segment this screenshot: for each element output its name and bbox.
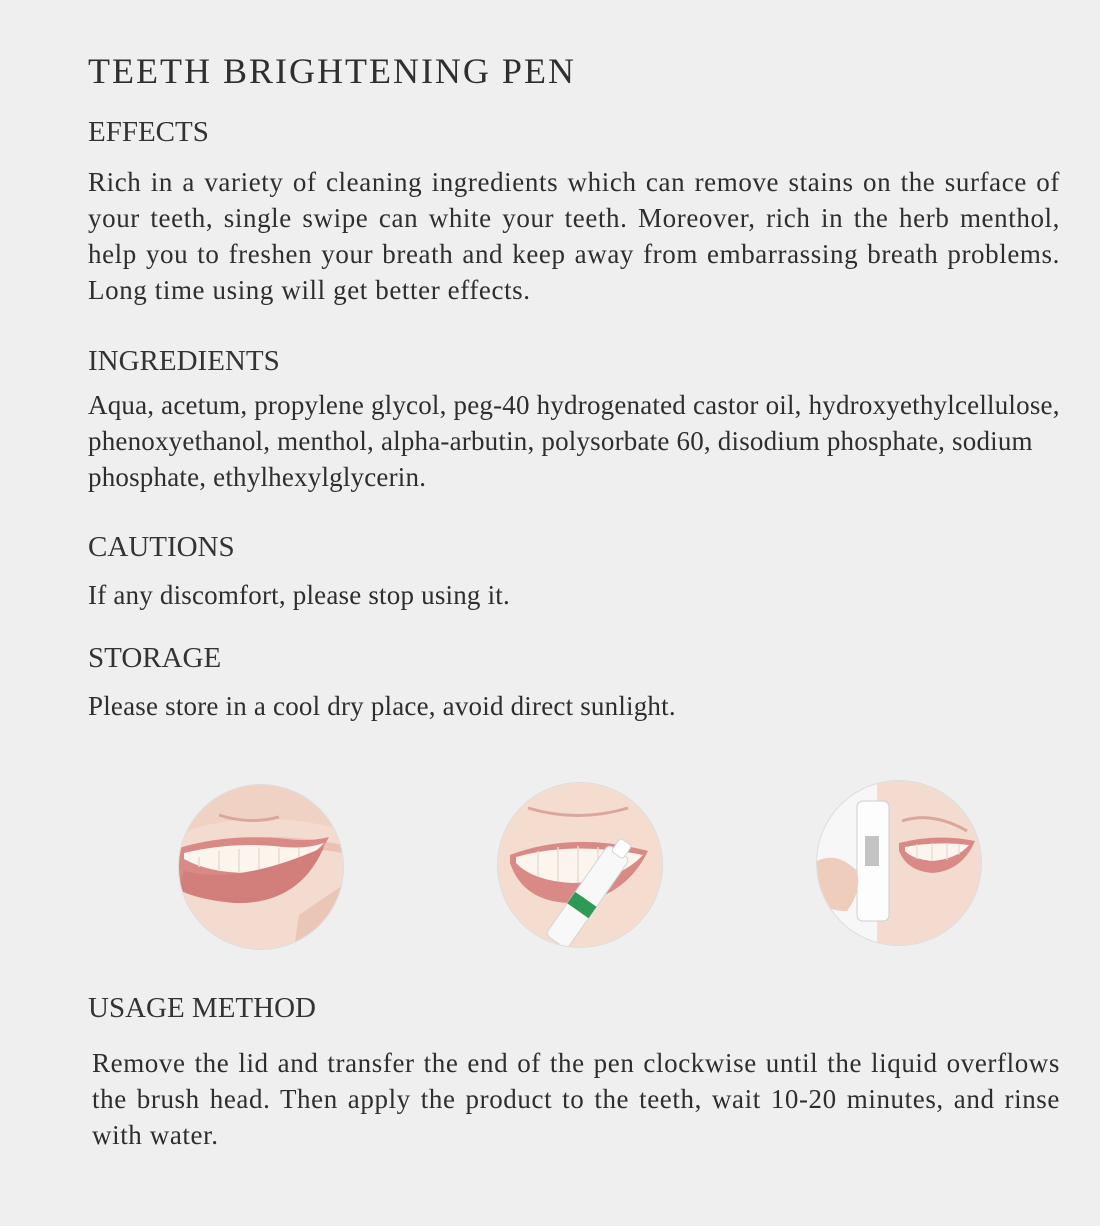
cautions-text: If any discomfort, please stop using it. xyxy=(88,580,510,610)
storage-heading: STORAGE xyxy=(88,642,222,674)
ingredients-text: Aqua, acetum, propylene glycol, peg-40 hydrogenated castor oil, hydroxyethylcellulose, phenoxyethanol, menthol, alpha-arbutin, polysorbate 60, disodium phosphate, sodium phosphate, ethylhexylglycerin. xyxy=(88,390,1060,492)
ingredients-heading: INGREDIENTS xyxy=(88,345,280,377)
effects-text: Rich in a variety of cleaning ingredients which can remove stains on the surface of your teeth, single swipe can white your teeth. Moreover, rich in the herb menthol, help you to freshen your breath and keep away from embarrassing breath problems. Long time using will get better effects. xyxy=(88,167,1060,305)
usage-text: Remove the lid and transfer the end of the pen clockwise until the liquid overflows the brush head. Then apply the product to the teeth, wait 10-20 minutes, and rinse with water. xyxy=(92,1048,1060,1150)
usage-heading: USAGE METHOD xyxy=(88,992,316,1024)
smile-after-photo xyxy=(817,781,981,945)
page-title: TEETH BRIGHTENING PEN xyxy=(88,51,576,91)
storage-text: Please store in a cool dry place, avoid direct sunlight. xyxy=(88,691,676,721)
effects-heading: EFFECTS xyxy=(88,116,209,148)
cautions-heading: CAUTIONS xyxy=(88,531,235,563)
applying-pen-photo xyxy=(498,783,662,947)
smile-before-photo xyxy=(179,785,343,949)
